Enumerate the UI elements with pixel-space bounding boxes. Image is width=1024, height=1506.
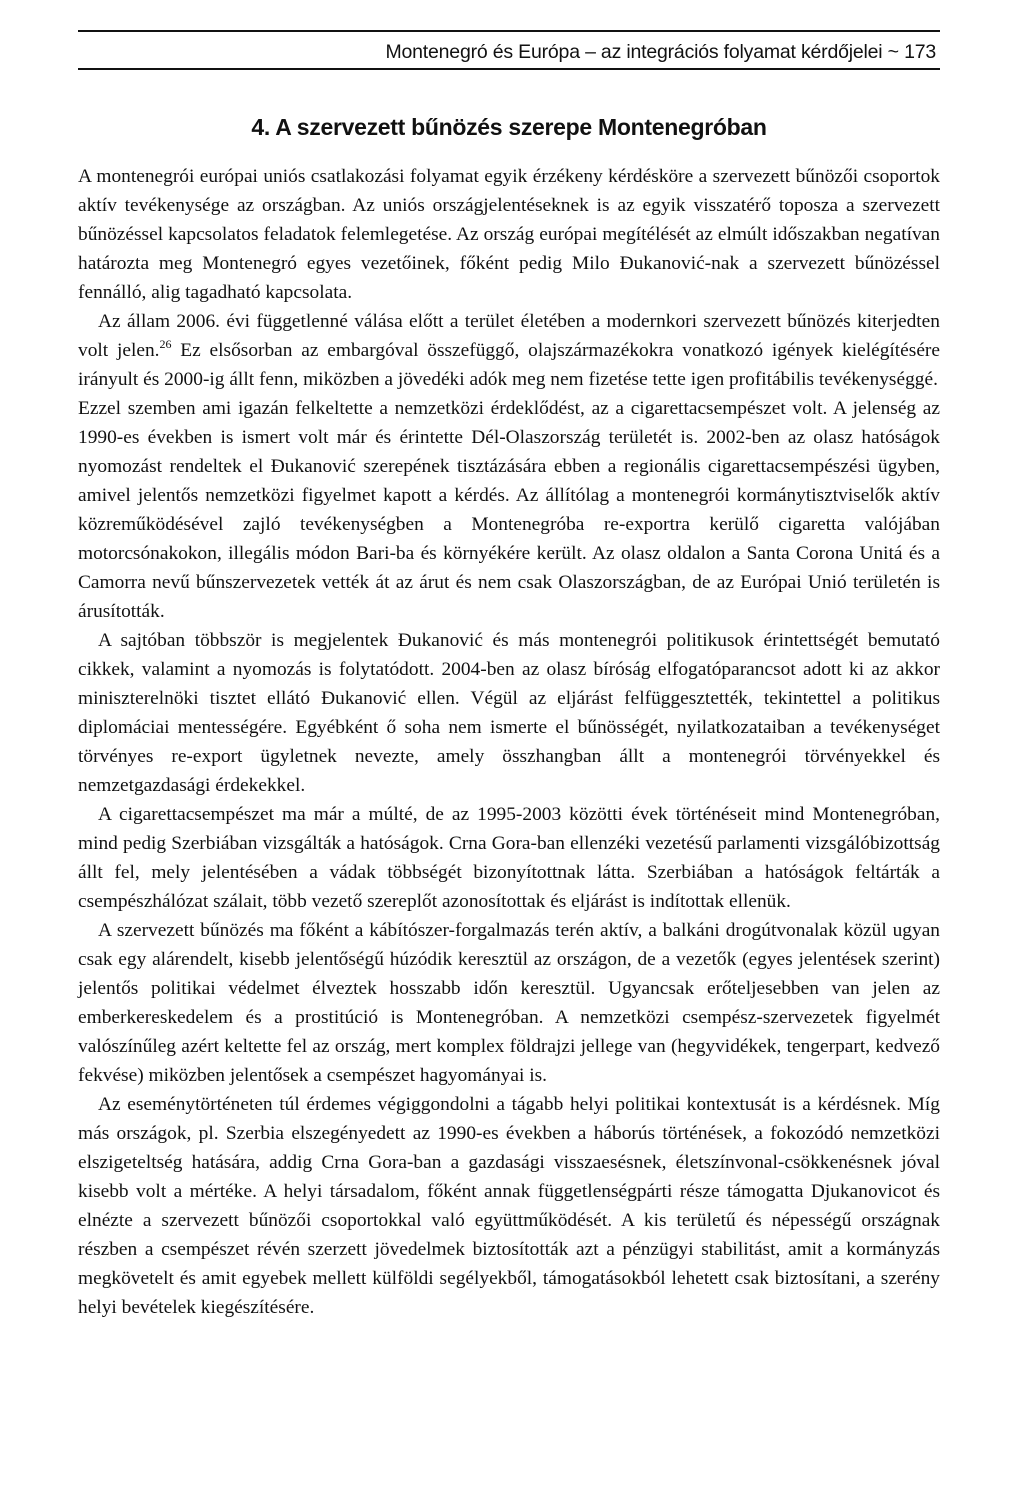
book-page (78, 30, 940, 1322)
paragraph-7: Az eseménytörténeten túl érdemes végiggondolni a tágabb helyi politikai kontextusát is a kérdésnek. Míg más országok, pl. Szerbia elszegényedett az 1990-es években a háborús történések, a fokozódó nemzetközi elszigeteltség hatására, addig Crna Gora-ban a gazdasági visszaesésnek, életszínvonal-csökkenésnek jóval kisebb volt a mértéke. A helyi társadalom, főként annak függetlenségpárti része támogatta Djukanovicot és elnézte a szervezett bűnözői csoportokkal való együttműködését. A kis területű és népességű országnak részben a csempészet révén szerzett jövedelmek biztosították azt a pénzügyi stabilitást, amit a kormányzás megkövetelt és amit egyebek mellett külföldi segélyekből, támogatásokból lehetett csak biztosítani, a szerény helyi bevételek kiegészítésére. (78, 1094, 940, 1318)
paragraph-2-text-after: Ez elsősorban az embargóval összefüggő, olajszármazékokra vonatkozó igények kielégítésére irányult és 2000-ig állt fenn, miközben a jövedéki adók meg nem fizetése tette igen profitábilis tevékenységgé. (78, 340, 940, 390)
body-text (78, 162, 940, 1322)
running-title: Montenegró és Európa – az integrációs folyamat kérdőjelei ~ 173 (385, 41, 936, 63)
paragraph-3: Ezzel szemben ami igazán felkeltette a nemzetközi érdeklődést, az a cigarettacsempészet volt. A jelenség az 1990-es években is ismert volt már és érintette Dél-Olaszország területét is. 2002-ben az olasz hatóságok nyomozást rendeltek el Đukanović szerepének tisztázására ebben a regionális cigarettacsempészési ügyben, amivel jelentős nemzetközi figyelmet kapott a kérdés. Az állítólag a montenegrói kormánytisztviselők aktív közreműködésével zajló tevékenységben a Montenegróba re-exportra kerülő cigaretta valójában motorcsónakokon, illegális módon Bari-ba és környékére került. Az olasz oldalon a Santa Corona Unitá és a Camorra nevű bűnszervezetek vették át az árut és nem csak Olaszországban, de az Európai Unió területén is árusították. (78, 398, 940, 622)
paragraph-1: A montenegrói európai uniós csatlakozási folyamat egyik érzékeny kérdésköre a szervezett bűnözői csoportok aktív tevékenysége az országban. Az uniós országjelentéseknek is az egyik visszatérő toposza a szervezett bűnözéssel kapcsolatos feladatok felemlegetése. Az ország európai megítélését az elmúlt időszakban negatívan határozta meg Montenegró egyes vezetőinek, főként pedig Milo Đukanović-nak a szervezett bűnözéssel fennálló, alig tagadható kapcsolata. (78, 166, 940, 303)
footnote-reference: 26 (159, 337, 172, 351)
paragraph-2-text-before: Az állam 2006. évi függetlenné válása előtt a terület életében a modernkori szervezett bűnözés kiterjedten volt jelen. (78, 311, 940, 361)
running-header (78, 30, 940, 70)
paragraph-4: A sajtóban többször is megjelentek Đukanović és más montenegrói politikusok érintettségét bemutató cikkek, valamint a nyomozás is folytatódott. 2004-ben az olasz bíróság elfogatóparancsot adott ki az akkor miniszterelnöki tisztet ellátó Đukanović ellen. Végül az eljárást felfüggesztették, tekintettel a politikus diplomáciai mentességére. Egyébként ő soha nem ismerte el bűnösségét, nyilatkozataiban a tevékenységet törvényes re-export ügyletnek nevezte, amely összhangban állt a montenegrói törvényekkel és nemzetgazdasági érdekekkel. (78, 630, 940, 796)
paragraph-6: A szervezett bűnözés ma főként a kábítószer-forgalmazás terén aktív, a balkáni drogútvonalak közül ugyan csak egy alárendelt, kisebb jelentőségű húzódik keresztül az országon, de a vezetők (egyes jelentések szerint) jelentős politikai védelmet élveztek hosszabb időn keresztül. Ugyancsak erőteljesebben van jelen az emberkereskedelem és a prostitúció is Montenegróban. A nemzetközi csempész-szervezetek figyelmét valószínűleg azért keltette fel az ország, mert komplex földrajzi jellege van (hegyvidékek, tengerpart, kedvező fekvése) miközben jelentősek a csempészet hagyományai is. (78, 920, 940, 1086)
section-title: 4. A szervezett bűnözés szerepe Montenegróban (251, 114, 767, 140)
paragraph-5: A cigarettacsempészet ma már a múlté, de az 1995-2003 közötti évek történéseit mind Montenegróban, mind pedig Szerbiában vizsgálták a hatóságok. Crna Gora-ban ellenzéki vezetésű parlamenti vizsgálóbizottság állt fel, mely jelentésében a vádak többségét bizonyítottnak látta. Szerbiában a hatóságok feltárták a csempészhálózat szálait, több vezető szereplőt azonosítottak és eljárást is indítottak ellenük. (78, 804, 940, 912)
paragraph-2 (78, 307, 940, 394)
